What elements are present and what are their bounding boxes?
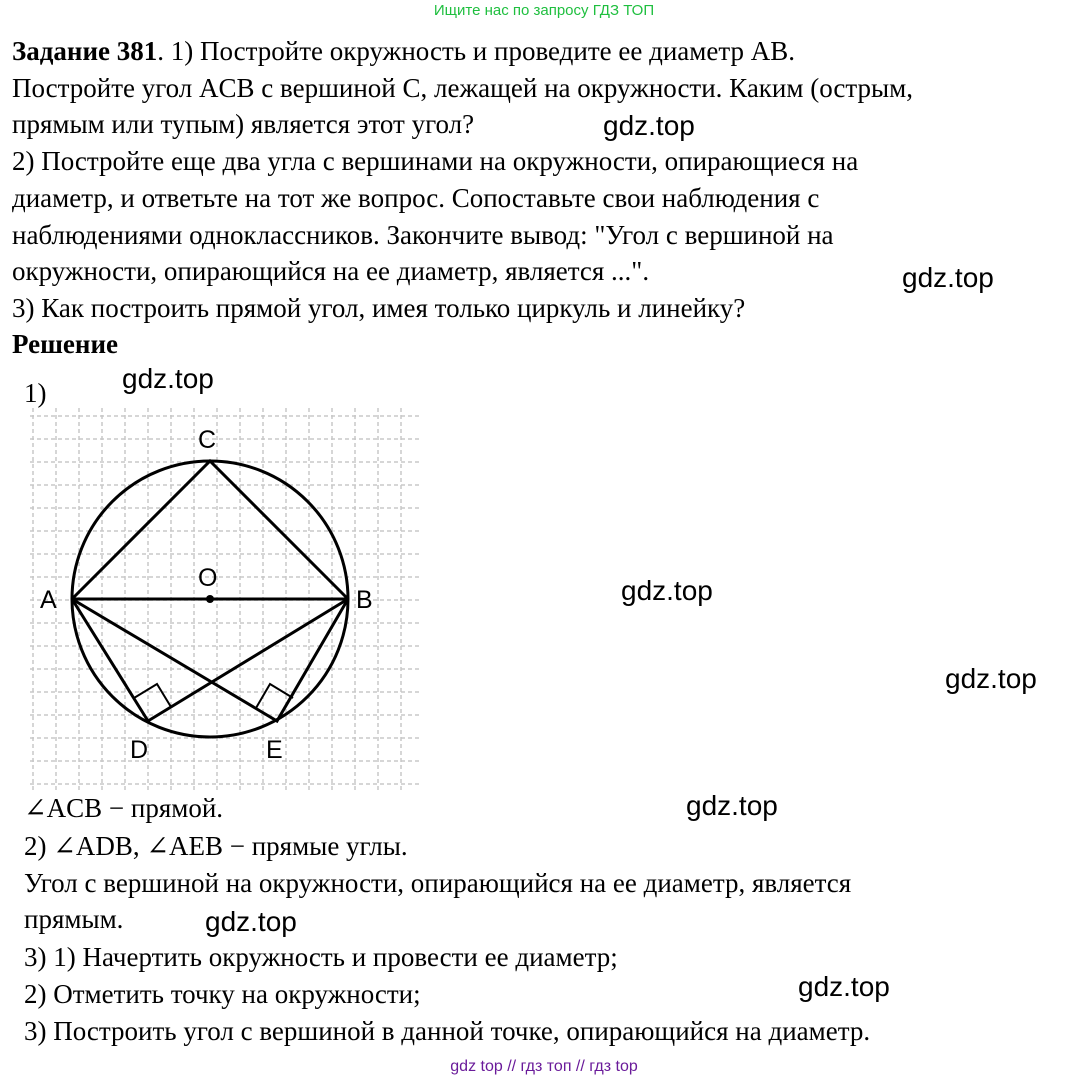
task-line-1-text: . 1) Постройте окружность и проведите ее диаметр AB. <box>157 36 795 66</box>
label-e: E <box>266 736 283 764</box>
label-a: A <box>40 586 57 614</box>
task-line-3: прямым или тупым) является этот угол? <box>12 109 475 139</box>
conclusion-line-2: прямым. <box>24 904 124 934</box>
watermark: gdz.top <box>122 363 214 394</box>
watermark: gdz.top <box>205 906 297 937</box>
watermark: gdz.top <box>686 790 778 821</box>
top-banner: Ищите нас по запросу ГДЗ ТОП <box>433 2 655 19</box>
answer-1: ∠ACB − прямой. <box>24 793 224 823</box>
construction-step-1: 3) 1) Начертить окружность и провести ее диаметр; <box>24 942 618 972</box>
angle-aeb <box>72 599 348 721</box>
watermark: gdz.top <box>902 262 994 293</box>
solution-heading: Решение <box>12 329 118 359</box>
watermark: gdz.top <box>798 971 890 1002</box>
right-angle-mark-d <box>134 684 171 707</box>
task-line-4: 2) Постройте еще два угла с вершинами на окружности, опирающиеся на <box>12 146 859 176</box>
answer-2: 2) ∠ADB, ∠AEB − прямые углы. <box>24 831 408 861</box>
watermark: gdz.top <box>603 110 695 141</box>
construction-step-2: 2) Отметить точку на окружности; <box>24 979 421 1009</box>
label-b: B <box>356 586 373 614</box>
angle-adb <box>72 599 348 721</box>
task-number: Задание 381 <box>12 36 158 66</box>
task-line-7: окружности, опирающийся на ее диаметр, является ...". <box>12 256 650 286</box>
task-line-8: 3) Как построить прямой угол, имея только циркуль и линейку? <box>12 293 746 323</box>
watermark: gdz.top <box>621 575 713 606</box>
construction-step-3: 3) Построить угол с вершиной в данной точке, опирающийся на диаметр. <box>24 1016 871 1046</box>
task-line-5: диаметр, и ответьте на тот же вопрос. Сопоставьте свои наблюдения с <box>12 183 820 213</box>
label-d: D <box>130 736 149 764</box>
task-line-6: наблюдениями одноклассников. Закончите вывод: "Угол с вершиной на <box>12 220 834 250</box>
label-c: C <box>198 426 217 454</box>
label-o: O <box>198 564 218 592</box>
watermark: gdz.top <box>945 663 1037 694</box>
task-line-1 <box>12 34 795 68</box>
task-line-2: Постройте угол ACB с вершиной C, лежащей на окружности. Каким (острым, <box>12 73 913 103</box>
part1-label: 1) <box>24 378 47 408</box>
conclusion-line-1: Угол с вершиной на окружности, опирающийся на ее диаметр, является <box>24 868 852 898</box>
center-point-o <box>206 595 214 603</box>
footer: gdz top // гдз топ // гдз top <box>450 1058 638 1075</box>
circle-figure <box>30 408 420 790</box>
